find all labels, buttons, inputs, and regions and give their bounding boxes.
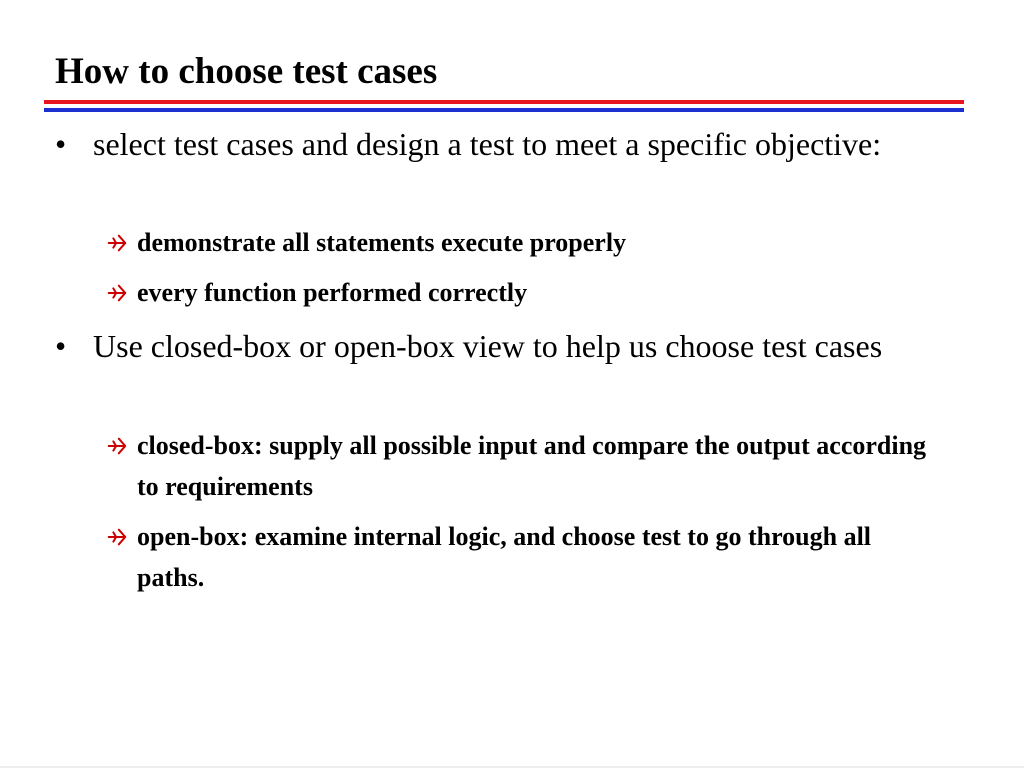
bullet-dot-icon: •: [55, 328, 67, 364]
title-rule-red: [44, 100, 964, 104]
airplane-icon: [106, 232, 128, 254]
bullet-text: Use closed-box or open-box view to help us choose test cases: [93, 328, 883, 364]
bullet-dot-icon: •: [55, 126, 67, 162]
airplane-icon: [106, 435, 128, 457]
sub-bullet-text: closed-box: supply all possible input and compare the output according to requirements: [137, 431, 927, 501]
sub-bullet-item: [106, 222, 946, 263]
title-rule-blue: [44, 108, 964, 112]
sub-bullet-item: [106, 425, 946, 507]
airplane-icon: [106, 526, 128, 548]
slide-title: How to choose test cases: [55, 51, 438, 92]
bullet-text: select test cases and design a test to meet a specific objective:: [93, 126, 882, 162]
sub-bullet-text: open-box: examine internal logic, and choose test to go through all paths.: [137, 522, 872, 592]
bullet-item: [55, 124, 915, 206]
sub-bullet-item: [106, 516, 946, 598]
bullet-item: [55, 326, 915, 408]
sub-bullet-item: [106, 272, 946, 313]
sub-bullet-text: every function performed correctly: [137, 278, 528, 307]
sub-bullet-text: demonstrate all statements execute properly: [137, 228, 627, 257]
airplane-icon: [106, 282, 128, 304]
